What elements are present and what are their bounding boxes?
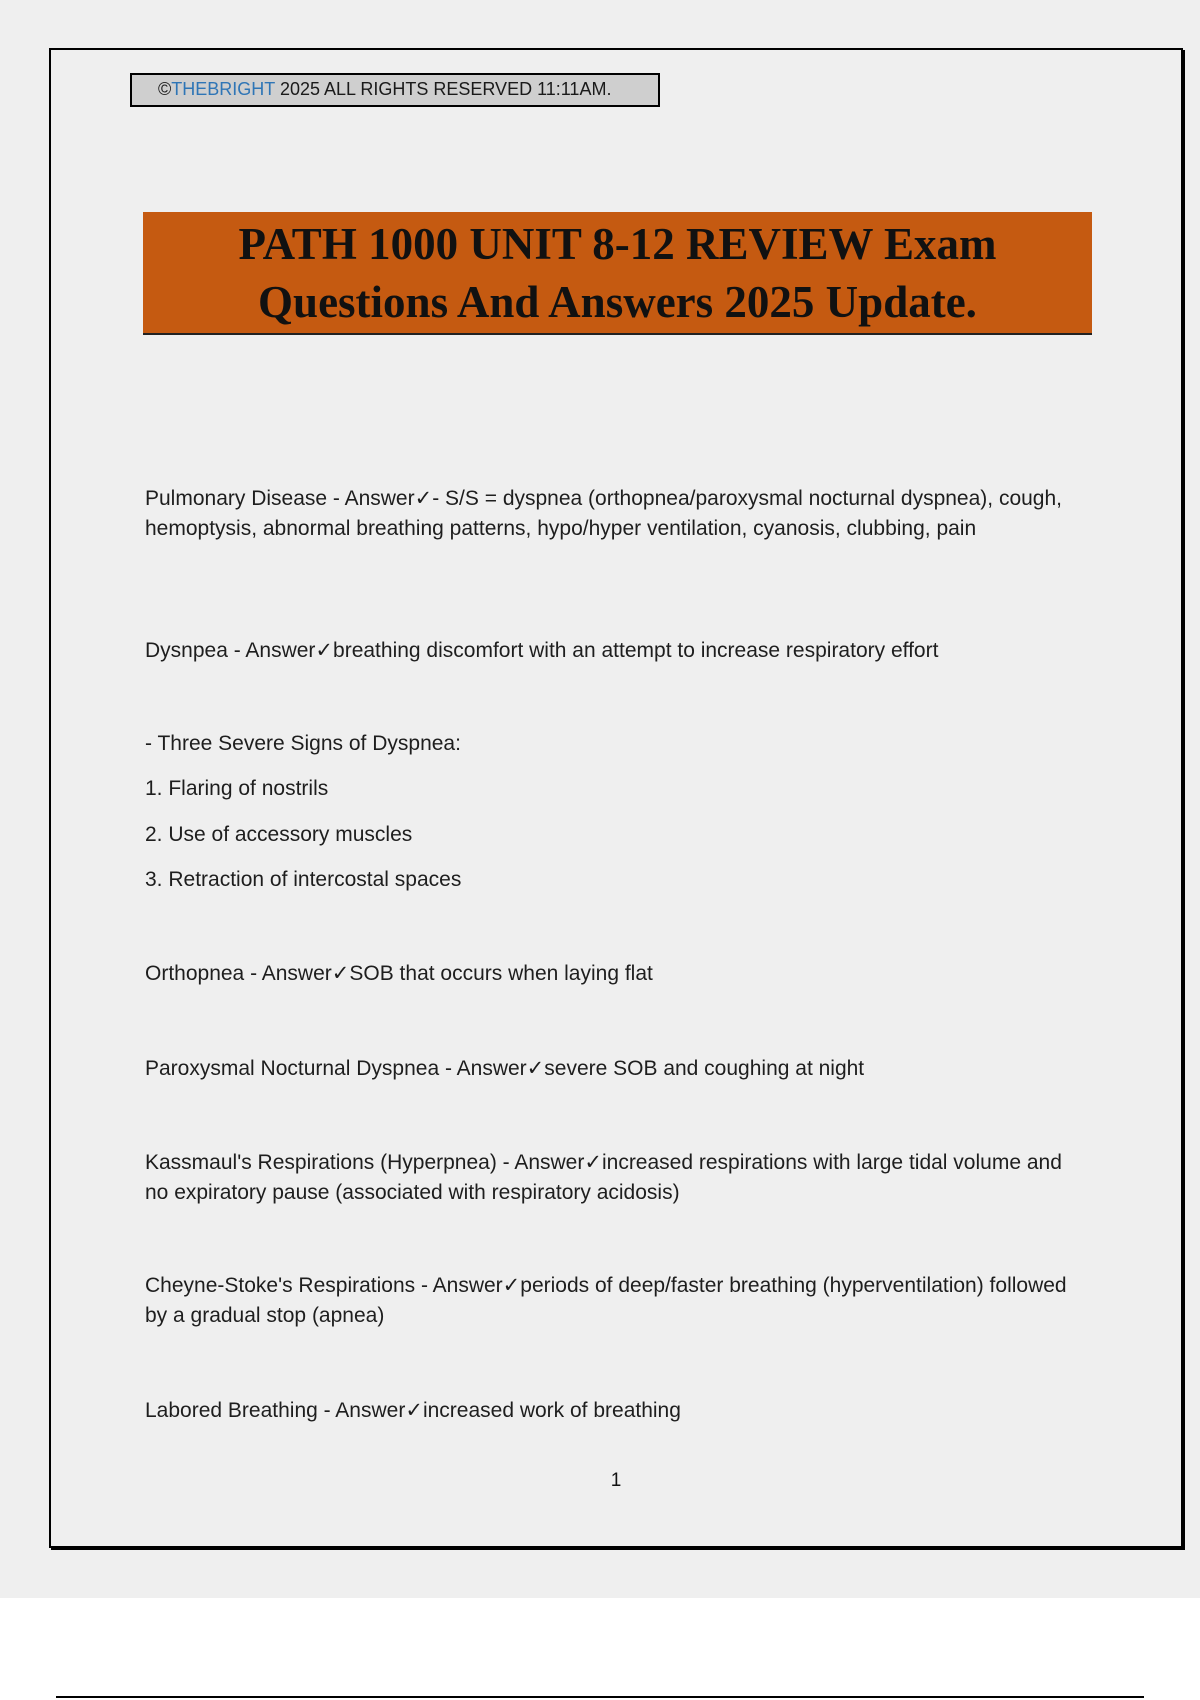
- qa-entry-kussmaul-respirations: [145, 1148, 1085, 1208]
- qa-term: Dysnpea - Answer: [145, 639, 316, 662]
- copyright-text: 2025 ALL RIGHTS RESERVED 11:11AM.: [274, 79, 612, 99]
- qa-answer: - S/S = dyspnea (orthopnea/paroxysmal nocturnal dyspnea), cough, hemoptysis, abnormal breathing patterns, hypo/hyper ventilation, cyanosis, clubbing, pain: [145, 487, 1063, 540]
- document-title: [239, 215, 997, 331]
- next-page-divider: [56, 1696, 1144, 1698]
- brand-name: THEBRIGHT: [171, 79, 275, 99]
- qa-term: Labored Breathing - Answer: [145, 1399, 406, 1422]
- qa-term: Pulmonary Disease - Answer: [145, 487, 415, 510]
- title-line-1: PATH 1000 UNIT 8-12 REVIEW Exam: [238, 218, 997, 269]
- title-line-2: Questions And Answers 2025 Update.: [258, 276, 977, 327]
- checkmark-icon: ✓: [331, 962, 350, 985]
- checkmark-icon: ✓: [315, 639, 334, 662]
- qa-term: Paroxysmal Nocturnal Dyspnea - Answer: [145, 1057, 527, 1080]
- qa-term: Kassmaul's Respirations (Hyperpnea) - Answer: [145, 1151, 585, 1174]
- copyright-symbol: ©: [158, 79, 172, 99]
- title-banner: [143, 212, 1092, 335]
- qa-entry-cheyne-stokes-respirations: [145, 1271, 1085, 1331]
- qa-entry-dyspnea: [145, 636, 1085, 666]
- checkmark-icon: ✓: [526, 1057, 545, 1080]
- sign-item-1: 1. Flaring of nostrils: [145, 777, 329, 800]
- page-number: 1: [610, 1470, 622, 1491]
- sign-item-3: 3. Retraction of intercostal spaces: [145, 868, 462, 891]
- sign-item-2: 2. Use of accessory muscles: [145, 823, 413, 846]
- checkmark-icon: ✓: [502, 1274, 521, 1297]
- qa-entry-pulmonary-disease: [145, 484, 1085, 544]
- qa-answer: increased work of breathing: [422, 1399, 681, 1422]
- qa-entry-labored-breathing: [145, 1396, 1085, 1426]
- signs-heading: - Three Severe Signs of Dyspnea:: [145, 732, 461, 755]
- qa-answer: severe SOB and coughing at night: [544, 1057, 865, 1080]
- checkmark-icon: ✓: [414, 487, 433, 510]
- qa-answer: periods of deep/faster breathing (hyperventilation) followed by a gradual stop (apnea): [145, 1274, 1067, 1327]
- qa-entry-paroxysmal-nocturnal-dyspnea: [145, 1054, 1085, 1084]
- qa-answer: SOB that occurs when laying flat: [349, 962, 653, 985]
- qa-term: Cheyne-Stoke's Respirations - Answer: [145, 1274, 503, 1297]
- checkmark-icon: ✓: [405, 1399, 423, 1422]
- qa-answer: increased respirations with large tidal volume and no expiratory pause (associated with respiratory acidosis): [145, 1151, 1062, 1204]
- copyright-header: [130, 73, 660, 107]
- qa-answer: breathing discomfort with an attempt to increase respiratory effort: [333, 639, 939, 662]
- qa-entry-orthopnea: [145, 959, 1085, 989]
- checkmark-icon: ✓: [584, 1151, 602, 1174]
- qa-term: Orthopnea - Answer: [145, 962, 332, 985]
